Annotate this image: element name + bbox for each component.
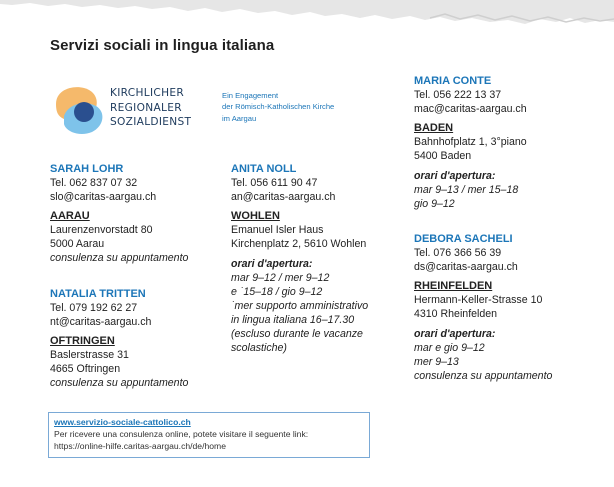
contact-name: MARIA CONTE [414,75,492,87]
office-city: OFTRINGEN [50,335,115,347]
logo-line-1: KIRCHLICHER [110,87,185,99]
office-address: Hermann-Keller-Strasse 10 [414,294,543,306]
contact-email[interactable]: mac@caritas-aargau.ch [414,103,527,115]
opening-hours-line: gio 9–12 [414,198,455,210]
appointment-note: consulenza su appuntamento [50,377,189,389]
contact-phone[interactable]: Tel. 076 366 56 39 [414,247,502,259]
contact-maria-conte [414,74,527,211]
opening-hours-title: orari d'apertura: [231,258,313,270]
office-address: Baslerstrasse 31 [50,349,129,361]
contact-email[interactable]: an@caritas-aargau.ch [231,191,336,203]
online-consultation-text: Per ricevere una consulenza online, potete visitare il seguente link: [54,429,309,439]
appointment-note: consulenza su appuntamento [414,370,553,382]
opening-hours-title: orari d'apertura: [414,328,496,340]
logo-mark-icon [50,82,108,138]
contact-phone[interactable]: Tel. 056 222 13 37 [414,89,502,101]
page-title: Servizi sociali in lingua italiana [50,37,275,54]
contact-email[interactable]: slo@caritas-aargau.ch [50,191,157,203]
office-postcode: 4310 Rheinfelden [414,308,498,320]
torn-paper-edge [0,0,614,34]
office-city: AARAU [50,210,90,222]
office-postcode: 5000 Aarau [50,238,105,250]
office-address: Emanuel Isler Haus [231,224,324,236]
office-postcode: Kirchenplatz 2, 5610 Wohlen [231,238,367,250]
contact-name: DEBORA SACHELI [414,233,513,245]
contact-name: ANITA NOLL [231,163,297,175]
contact-email[interactable]: nt@caritas-aargau.ch [50,316,152,328]
opening-hours-line: in lingua italiana 16–17.30 [231,314,355,326]
opening-hours-line: mar 9–13 / mer 15–18 [414,184,519,196]
contact-phone[interactable]: Tel. 062 837 07 32 [50,177,138,189]
office-city: WOHLEN [231,210,280,222]
logo-wordmark [110,86,191,130]
opening-hours-title: orari d'apertura: [414,170,496,182]
engagement-text [222,90,334,124]
contact-anita-noll [231,162,368,355]
contact-phone[interactable]: Tel. 056 611 90 47 [231,177,318,189]
online-consultation-url[interactable]: https://online-hilfe.caritas-aargau.ch/de/home [54,441,226,451]
contact-natalia-tritten [50,287,188,390]
office-city: RHEINFELDEN [414,280,493,292]
logo-line-3: SOZIALDIENST [110,116,192,128]
office-city: BADEN [414,122,454,134]
opening-hours-line: mar 9–12 / mer 9–12 [231,272,330,284]
office-address: Laurenzenvorstadt 80 [50,224,153,236]
contact-email[interactable]: ds@caritas-aargau.ch [414,261,518,273]
engagement-line: im Aargau [222,113,257,123]
office-address: Bahnhofplatz 1, 3°piano [414,136,527,148]
engagement-line: Ein Engagement [222,91,279,100]
contact-name: SARAH LOHR [50,163,124,175]
contact-debora-sacheli [414,232,552,383]
contact-phone[interactable]: Tel. 079 192 62 27 [50,302,138,314]
contact-sarah-lohr [50,162,188,265]
opening-hours-line: mar e gio 9–12 [414,342,485,354]
contact-name: NATALIA TRITTEN [50,288,146,300]
office-postcode: 4665 Oftringen [50,363,121,375]
website-link[interactable]: www.servizio-sociale-cattolico.ch [54,417,191,427]
opening-hours-line: e ˙15–18 / gio 9–12 [231,286,323,298]
opening-hours-line: ˙mer supporto amministrativo [231,300,369,312]
opening-hours-line: mer 9–13 [414,356,459,368]
engagement-line: der Römisch-Katholischen Kirche [222,102,335,112]
organization-logo [50,82,220,142]
appointment-note: consulenza su appuntamento [50,252,189,264]
logo-line-2: REGIONALER [110,101,182,114]
opening-hours-line: scolastiche) [231,342,287,354]
opening-hours-line: (escluso durante le vacanze [231,328,363,340]
online-consultation-box [48,412,370,458]
office-postcode: 5400 Baden [414,150,472,162]
